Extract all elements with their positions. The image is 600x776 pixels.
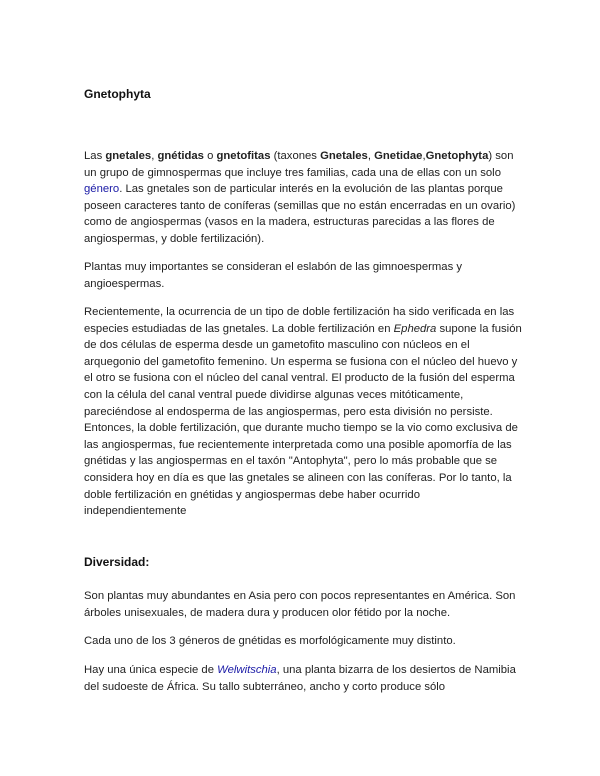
fertilization-paragraph (84, 304, 524, 520)
genero-link[interactable]: género (84, 183, 120, 196)
abundance-paragraph: Son plantas muy abundantes en Asia pero con pocos representantes en América. Son árboles unisexuales, de madera dura y producen olor fétido por la noche. (84, 590, 516, 619)
text-run: . Las gnetales son de particular interés en la evolución de las plantas porque poseen caracteres tanto de coníferas (semillas que no están encerradas en un ovario) como de angiospermas (vasos en la madera, estructuras parecidas a las flores de angiospermas, y doble fertilización). (84, 183, 516, 245)
bold-term: gnetales (105, 150, 152, 162)
bold-term: Gnetophyta (425, 150, 489, 162)
eslabon-paragraph: Plantas muy importantes se consideran el eslabón de las gimnoespermas y angioespermas. (84, 261, 463, 290)
page-title: Gnetophyta (84, 87, 151, 101)
bold-term: gnétidas (157, 150, 204, 162)
welwitschia-paragraph (84, 662, 524, 695)
text-run: , (151, 150, 158, 162)
bold-term: Gnetidae (374, 150, 423, 162)
text-run: , (367, 150, 375, 162)
bold-term: gnetofitas (216, 150, 271, 162)
genera-paragraph: Cada uno de los 3 géneros de gnétidas es morfológicamente muy distinto. (84, 635, 456, 647)
text-run: ) son un grupo de gimnospermas que incluye tres familias, cada una de ellas con un solo (84, 150, 514, 179)
text-run: , (422, 150, 426, 162)
bold-term: Gnetales (320, 150, 368, 162)
section-heading-diversidad: Diversidad: (84, 555, 150, 569)
intro-paragraph (84, 148, 524, 248)
text-run: Las (84, 150, 106, 162)
text-run: , una planta bizarra de los desiertos de Namibia del sudoeste de África. Su tallo subterráneo, ancho y corto produce sólo (84, 664, 516, 693)
text-run: (taxones (270, 150, 321, 162)
text-run: Hay una única especie de (84, 664, 218, 676)
welwitschia-link[interactable]: Welwitschia (217, 664, 277, 676)
italic-term: Ephedra (393, 322, 437, 335)
text-run: o (203, 150, 217, 162)
text-run: supone la fusión de dos células de esperma desde un gametofito masculino con núcleos en el arquegonio del gametofito femenino. Un esperma se fusiona con el núcleo del huevo y el otro se fusiona con el núcleo del canal ventral. El producto de la fusión del esperma con la célula del canal ventral puede dividirse algunas veces mitóticamente, pareciéndose al endosperma de las angiospermas, pero esta división no persiste. Entonces, la doble fertilización, que durante mucho tiempo se la vio como exclusiva de las angiospermas, fue recientemente interpretada como una posible apomorfía de las gnétidas y las angiospermas en el taxón "Antophyta", pero lo más probable que se considera hoy en día es que las gnetales se alineen con las coníferas. Por lo tanto, la doble fertilización en gnétidas y angiospermas debe haber ocurrido independientemente (84, 322, 522, 518)
text-run: Recientemente, la ocurrencia de un tipo de doble fertilización ha sido verificada en las especies estudiadas de las gnetales. La doble fertilización en (84, 306, 515, 335)
